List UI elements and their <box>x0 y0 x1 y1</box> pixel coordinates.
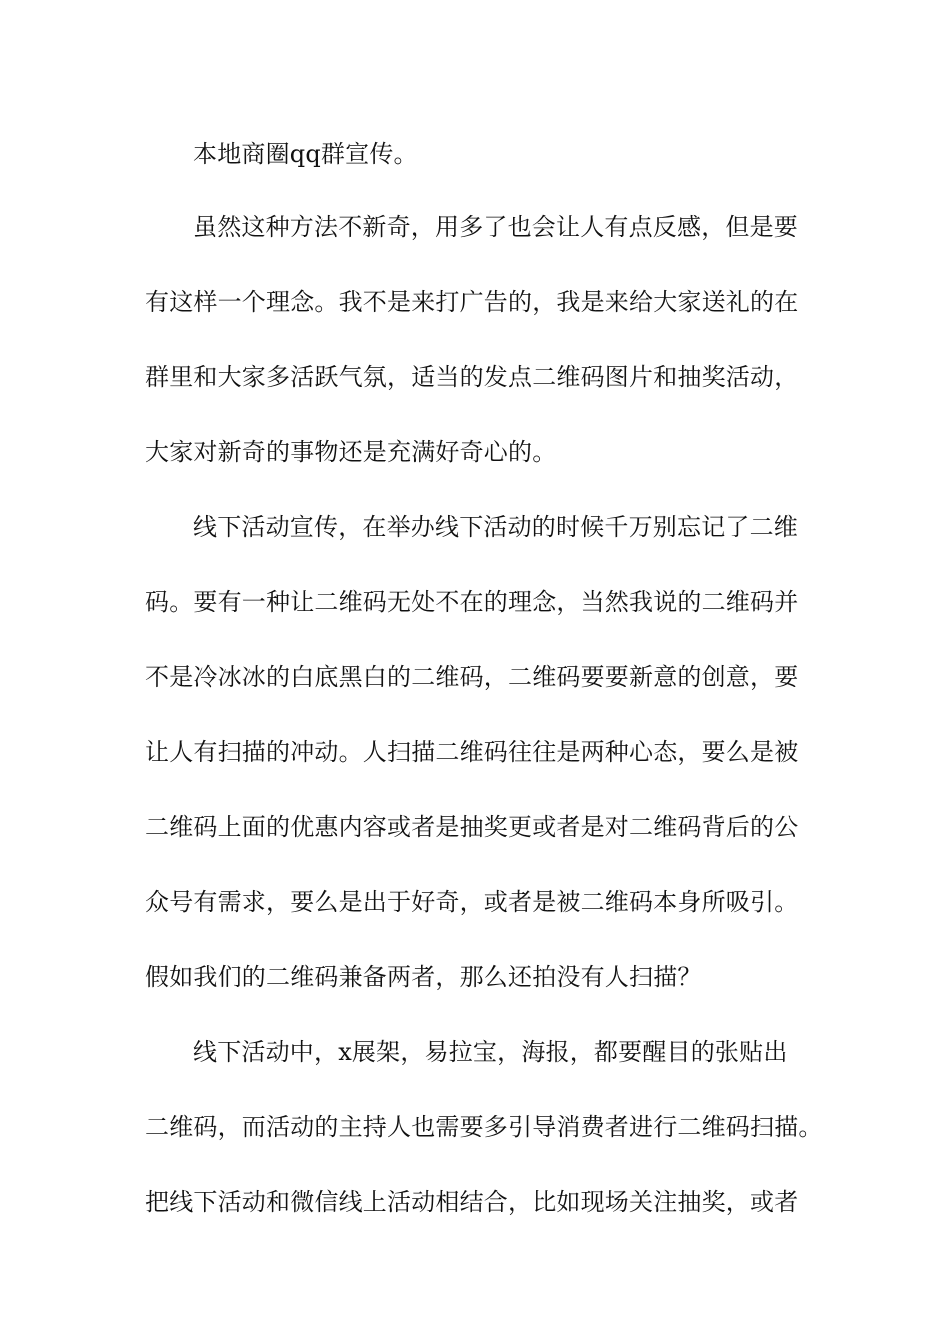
paragraph-line: 虽然这种方法不新奇，用多了也会让人有点反感，但是要 <box>193 213 798 241</box>
paragraph-line: 让人有扫描的冲动。人扫描二维码往往是两种心态，要么是被 <box>145 738 799 766</box>
paragraph-line: 本地商圈qq群宣传。 <box>193 140 418 168</box>
paragraph-line: 大家对新奇的事物还是充满好奇心的。 <box>145 438 557 466</box>
paragraph-line: 有这样一个理念。我不是来打广告的，我是来给大家送礼的在 <box>145 288 799 316</box>
paragraph-line: 众号有需求，要么是出于好奇，或者是被二维码本身所吸引。 <box>145 888 799 916</box>
paragraph-line: 线下活动宣传，在举办线下活动的时候千万别忘记了二维 <box>193 513 798 541</box>
paragraph-line: 二维码上面的优惠内容或者是抽奖更或者是对二维码背后的公 <box>145 813 799 841</box>
paragraph-line: 码。要有一种让二维码无处不在的理念，当然我说的二维码并 <box>145 588 799 616</box>
paragraph-line: 二维码，而活动的主持人也需要多引导消费者进行二维码扫描。 <box>145 1113 823 1141</box>
paragraph-line: 群里和大家多活跃气氛，适当的发点二维码图片和抽奖活动， <box>145 363 799 391</box>
paragraph-line: 把线下活动和微信线上活动相结合，比如现场关注抽奖，或者 <box>145 1188 799 1216</box>
paragraph-line: 线下活动中，x展架，易拉宝，海报，都要醒目的张贴出 <box>193 1038 788 1066</box>
paragraph-line: 不是冷冰冰的白底黑白的二维码，二维码要要新意的创意，要 <box>145 663 799 691</box>
paragraph-line: 假如我们的二维码兼备两者，那么还拍没有人扫描？ <box>145 963 702 991</box>
